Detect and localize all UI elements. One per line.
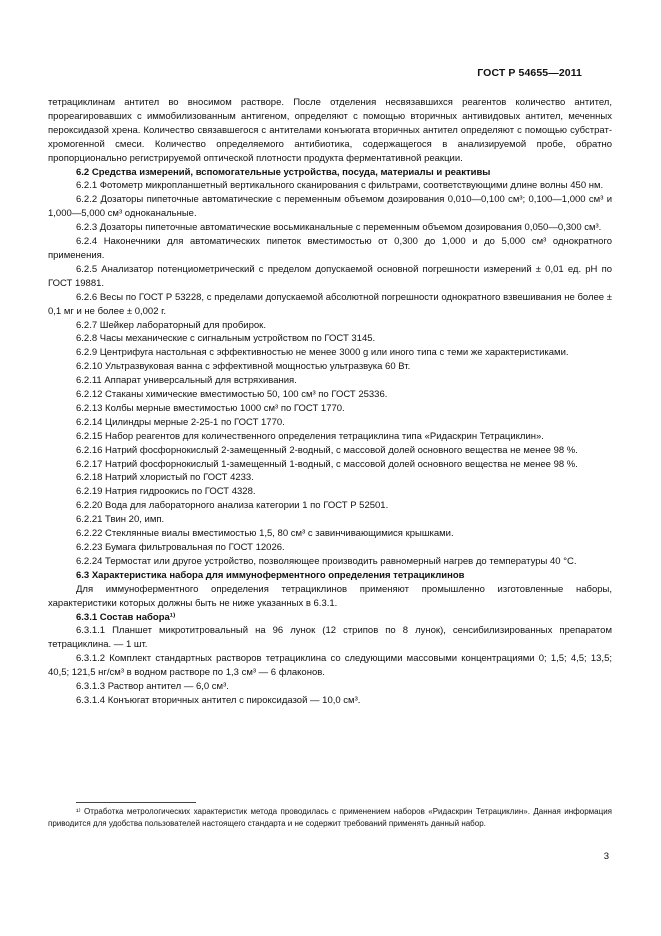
section-heading: 6.3.1 Состав набора¹⁾	[76, 611, 176, 623]
section-heading: 6.2 Средства измерений, вспомогательные устройства, посуда, материалы и реактивы	[76, 166, 491, 178]
paragraph: 6.3.1.4 Конъюгат вторичных антител с пироксидазой — 10,0 см³.	[76, 694, 361, 706]
paragraph: 6.2.6 Весы по ГОСТ Р 53228, с пределами допускаемой абсолютной погрешности однократного взвешивания не более ± 0,1 мг и не более ± 0,002 г.	[48, 291, 612, 317]
paragraph: 6.2.18 Натрий хлористый по ГОСТ 4233.	[76, 472, 254, 484]
paragraph: 6.2.3 Дозаторы пипеточные автоматические восьмиканальные с переменным объемом дозирования 0,050—0,300 см³.	[76, 222, 602, 234]
footnote-divider	[76, 802, 196, 803]
paragraph: 6.2.23 Бумага фильтровальная по ГОСТ 12026.	[76, 542, 285, 553]
paragraph: 6.3.1.3 Раствор антител — 6,0 см³.	[76, 681, 229, 693]
paragraph: 6.2.12 Стаканы химические вместимостью 50, 100 см³ по ГОСТ 25336.	[76, 389, 388, 401]
paragraph: 6.2.14 Цилиндры мерные 2-25-1 по ГОСТ 1770.	[76, 416, 285, 428]
paragraph: 6.2.13 Колбы мерные вместимостью 1000 см³ по ГОСТ 1770.	[76, 402, 345, 414]
paragraph: 6.2.15 Набор реагентов для количественного определения тетрациклина типа «Ридаскрин Тетрациклин».	[76, 430, 544, 442]
paragraph: 6.3.1.2 Комплект стандартных растворов тетрациклина со следующими массовыми концентрациями 0; 1,5; 4,5; 13,5; 40,5; 121,5 нг/см³ в водном растворе по 1,3 см³ — 6 флаконов.	[48, 653, 612, 679]
paragraph: 6.2.1 Фотометр микропланшетный вертикального сканирования с фильтрами, соответствующими длине волны 450 нм.	[76, 180, 604, 192]
paragraph: 6.2.21 Твин 20, имп.	[76, 514, 165, 526]
paragraph: 6.2.10 Ультразвуковая ванна с эффективной мощностью ультразвука 60 Вт.	[76, 361, 411, 373]
paragraph: 6.2.2 Дозаторы пипеточные автоматические с переменным объемом дозирования 0,010—0,100 см³; 0,100—1,000 см³ и 1,000—5,000 см³ одноканальные.	[48, 194, 612, 220]
footnote: ¹⁾ Отработка метрологических характеристик метода проводилась с применением наборов «Ридаскрин Тетрациклин». Данная информация приводится для удобства пользователей настоящего стандарта и не содержит требований применять данный набор.	[48, 807, 612, 828]
paragraph: 6.2.17 Натрий фосфорнокислый 1-замещенный 1-водный, с массовой долей основного вещества не менее 98 %.	[76, 458, 578, 470]
paragraph: 6.2.16 Натрий фосфорнокислый 2-замещенный 2-водный, с массовой долей основного вещества не менее 98 %.	[76, 444, 578, 456]
paragraph: 6.2.11 Аппарат универсальный для встряхивания.	[76, 375, 297, 387]
paragraph: тетрациклинам антител во вносимом растворе. После отделения несвязавшихся реагентов количество антител, прореагировавших с иммобилизованным антигеном, определяют с помощью вторичных антивидовых антител, меченных пероксидазой хрена. Количество связавшегося с антителами конъюгата вторичных антител определяют с помощью субстрат-хромогенной смеси. Количество определяемого антибиотика, содержащегося в анализируемой пробе, обратно пропорционально регистрируемой оптической плотности продукта ферментативной реакции.	[48, 97, 612, 164]
paragraph: Для иммуноферментного определения тетрациклинов применяют промышленно изготовленные наборы, характеристики которых должны быть не ниже указанных в 6.3.1.	[48, 583, 612, 609]
paragraph: 6.2.20 Вода для лабораторного анализа категории 1 по ГОСТ Р 52501.	[76, 500, 389, 512]
paragraph: 6.2.22 Стеклянные виалы вместимостью 1,5, 80 см³ с завинчивающимися крышками.	[76, 528, 454, 540]
paragraph: 6.2.7 Шейкер лабораторный для пробирок.	[76, 319, 266, 331]
section-heading: 6.3 Характеристика набора для иммуноферментного определения тетрациклинов	[76, 569, 465, 581]
paragraph: 6.2.9 Центрифуга настольная с эффективностью не менее 3000 g или иного типа с теми же характеристиками.	[76, 347, 569, 359]
page-number: 3	[603, 851, 609, 862]
paragraph: 6.2.24 Термостат или другое устройство, позволяющее производить равномерный нагрев до температуры 40 °С.	[76, 555, 577, 567]
paragraph: 6.3.1.1 Планшет микротитровальный на 96 лунок (12 стрипов по 8 лунок), сенсибилизированных препаратом тетрациклина. — 1 шт.	[48, 625, 612, 651]
paragraph: 6.2.5 Анализатор потенциометрический с пределом допускаемой основной погрешности измерений ± 0,01 ед. pH по ГОСТ 19881.	[48, 263, 612, 289]
document-header: ГОСТ Р 54655—2011	[477, 67, 582, 79]
paragraph: 6.2.8 Часы механические с сигнальным устройством по ГОСТ 3145.	[76, 333, 376, 345]
paragraph: 6.2.4 Наконечники для автоматических пипеток вместимостью от 0,300 до 1,000 и до 5,000 см³ однократного применения.	[48, 236, 612, 261]
paragraph: 6.2.19 Натрия гидроокись по ГОСТ 4328.	[76, 486, 256, 498]
document-body	[48, 96, 612, 708]
